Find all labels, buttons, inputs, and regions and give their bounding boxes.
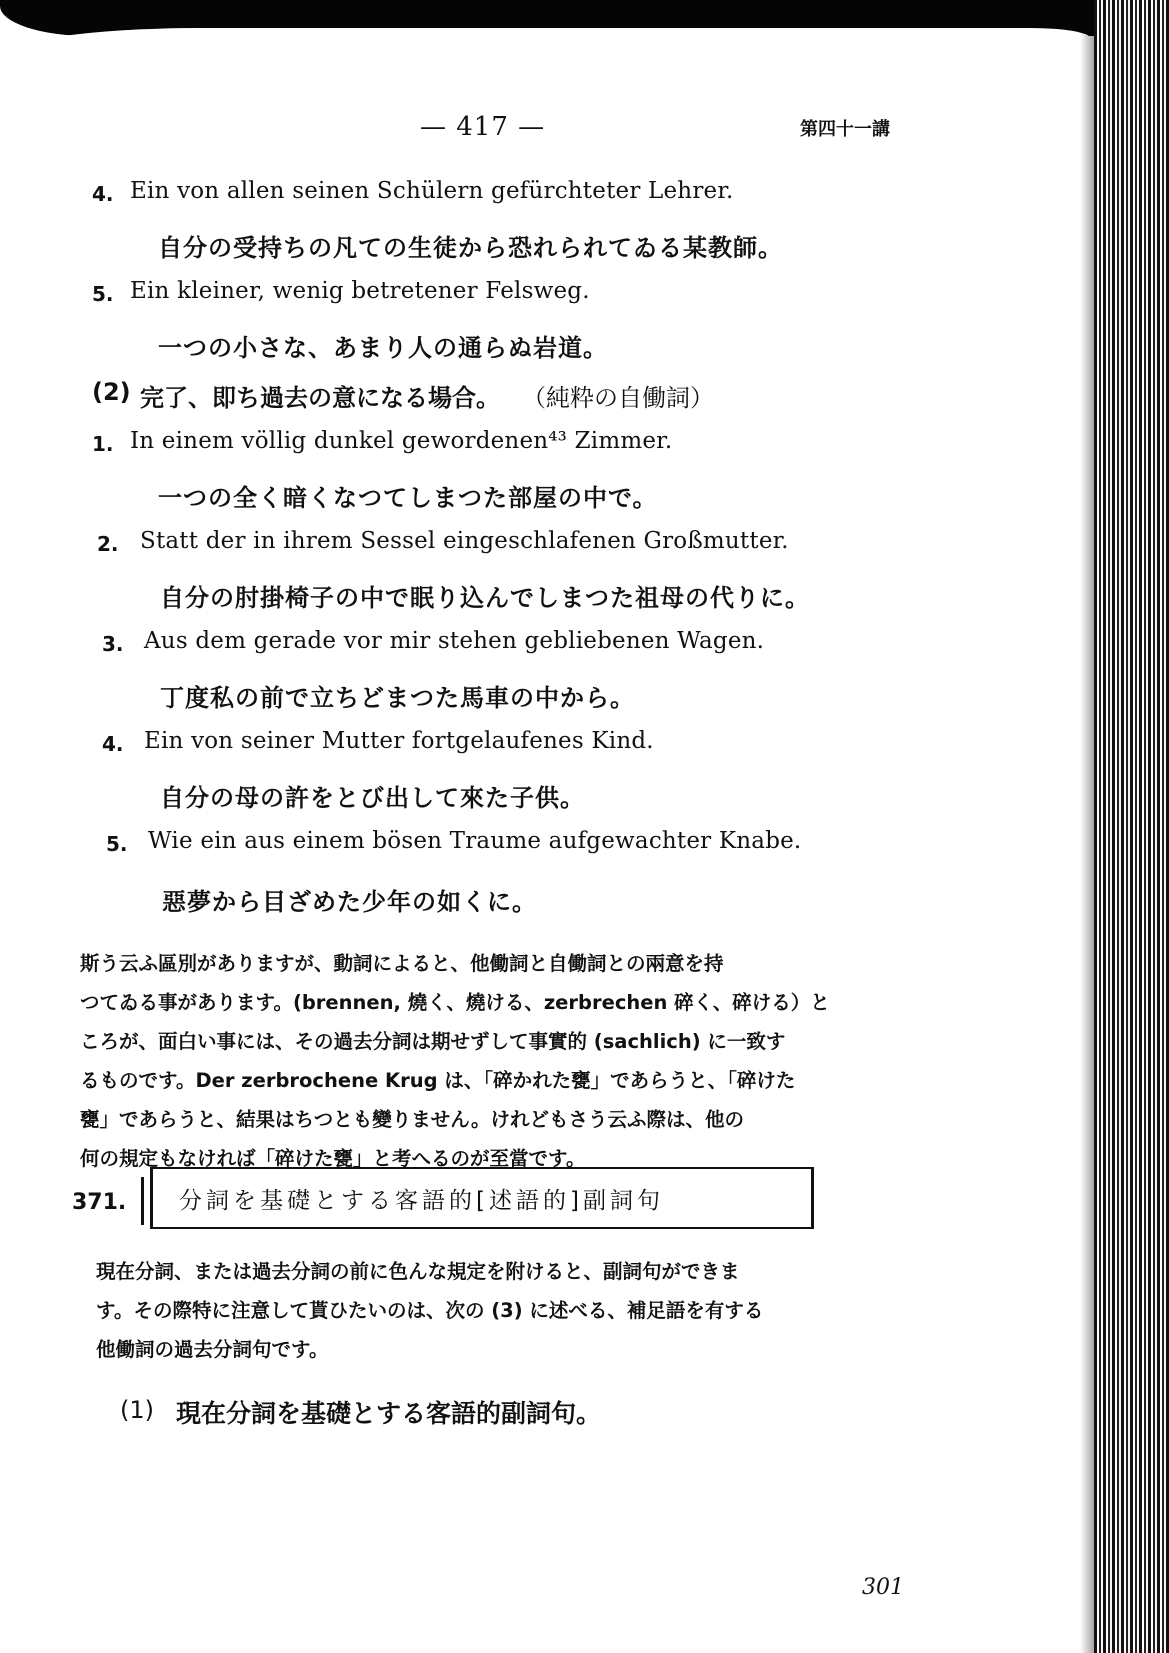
body-paragraph: [80, 944, 830, 1178]
example-number: 4.: [92, 182, 114, 206]
japanese-translation: 一つの小さな、あまり人の通らぬ岩道。: [158, 334, 608, 362]
paragraph-line: 何の規定もなければ「碎けた甕」と考へるのが至當です。: [80, 1147, 586, 1170]
section-title-box: [150, 1167, 814, 1229]
subheading-title: 完了、即ち過去の意になる場合。: [140, 384, 500, 412]
paragraph-line: 現在分詞、または過去分詞の前に色んな規定を附けると、副詞句ができま: [96, 1260, 740, 1283]
subheading-title: 現在分詞を基礎とする客語的副詞句。: [176, 1399, 602, 1428]
paragraph-line: ころが、面白い事には、その過去分詞は期せずして事實的 (sachlich) に一致す: [80, 1030, 786, 1053]
page-curl: [0, 28, 1090, 58]
paragraph-line: す。その際特に注意して貰ひたいのは、次の (3) に述べる、補足語を有する: [96, 1299, 764, 1322]
japanese-translation: 自分の母の許をとび出して來た子供。: [160, 784, 585, 812]
page-stack-edge: [1094, 0, 1169, 1653]
body-paragraph: [96, 1252, 763, 1369]
example-number: 4.: [102, 732, 124, 756]
german-sentence: Ein kleiner, wenig betretener Felsweg.: [130, 278, 590, 304]
example-number: 5.: [106, 832, 128, 856]
subheading-label: (2): [92, 378, 131, 406]
binding-shadow: [1080, 0, 1094, 1653]
german-sentence: Ein von seiner Mutter fortgelaufenes Kind.: [144, 728, 654, 754]
japanese-translation: 自分の受持ちの凡ての生徒から恐れられてゐる某教師。: [158, 234, 783, 262]
chapter-heading: 第四十一講: [800, 119, 890, 140]
paragraph-line: 他働詞の過去分詞句です。: [96, 1338, 329, 1361]
example-number: 2.: [97, 532, 119, 556]
german-sentence: Aus dem gerade vor mir stehen gebliebenen Wagen.: [144, 628, 765, 654]
paragraph-line: 斯う云ふ區別がありますが、動詞によると、他働詞と自働詞との兩意を持: [80, 952, 724, 975]
section-number: 371.: [72, 1190, 127, 1215]
section-title: 分詞を基礎とする客語的[述語的]副詞句: [179, 1188, 664, 1214]
paragraph-line: るものです。Der zerbrochene Krug は、「碎かれた甕」であらうと、「碎けた: [80, 1069, 796, 1092]
german-sentence: Statt der in ihrem Sessel eingeschlafenen Großmutter.: [140, 528, 789, 554]
subheading-label: (1): [120, 1396, 154, 1424]
japanese-translation: 惡夢から目ざめた少年の如くに。: [162, 888, 537, 916]
paragraph-line: 甕」であらうと、結果はちつとも變りません。けれどもさう云ふ際は、他の: [80, 1108, 744, 1131]
page-number: — 417 —: [420, 112, 546, 142]
folio-number: 301: [862, 1575, 904, 1600]
japanese-translation: 自分の肘掛椅子の中で眠り込んでしまつた祖母の代りに。: [160, 584, 810, 612]
example-number: 5.: [92, 282, 114, 306]
japanese-translation: 一つの全く暗くなつてしまつた部屋の中で。: [158, 484, 658, 512]
german-sentence: Ein von allen seinen Schülern gefürchteter Lehrer.: [130, 178, 734, 204]
paragraph-line: つてゐる事があります。(brennen, 燒く、燒ける、zerbrechen 碎く、碎ける）と: [80, 991, 830, 1014]
german-sentence: In einem völlig dunkel gewordenen⁴³ Zimmer.: [130, 428, 673, 454]
example-number: 3.: [102, 632, 124, 656]
example-number: 1.: [92, 432, 114, 456]
japanese-translation: 丁度私の前で立ちどまつた馬車の中から。: [160, 684, 635, 712]
german-sentence: Wie ein aus einem bösen Traume aufgewachter Knabe.: [148, 828, 802, 854]
subheading-note: （純粋の自働詞）: [522, 384, 714, 412]
